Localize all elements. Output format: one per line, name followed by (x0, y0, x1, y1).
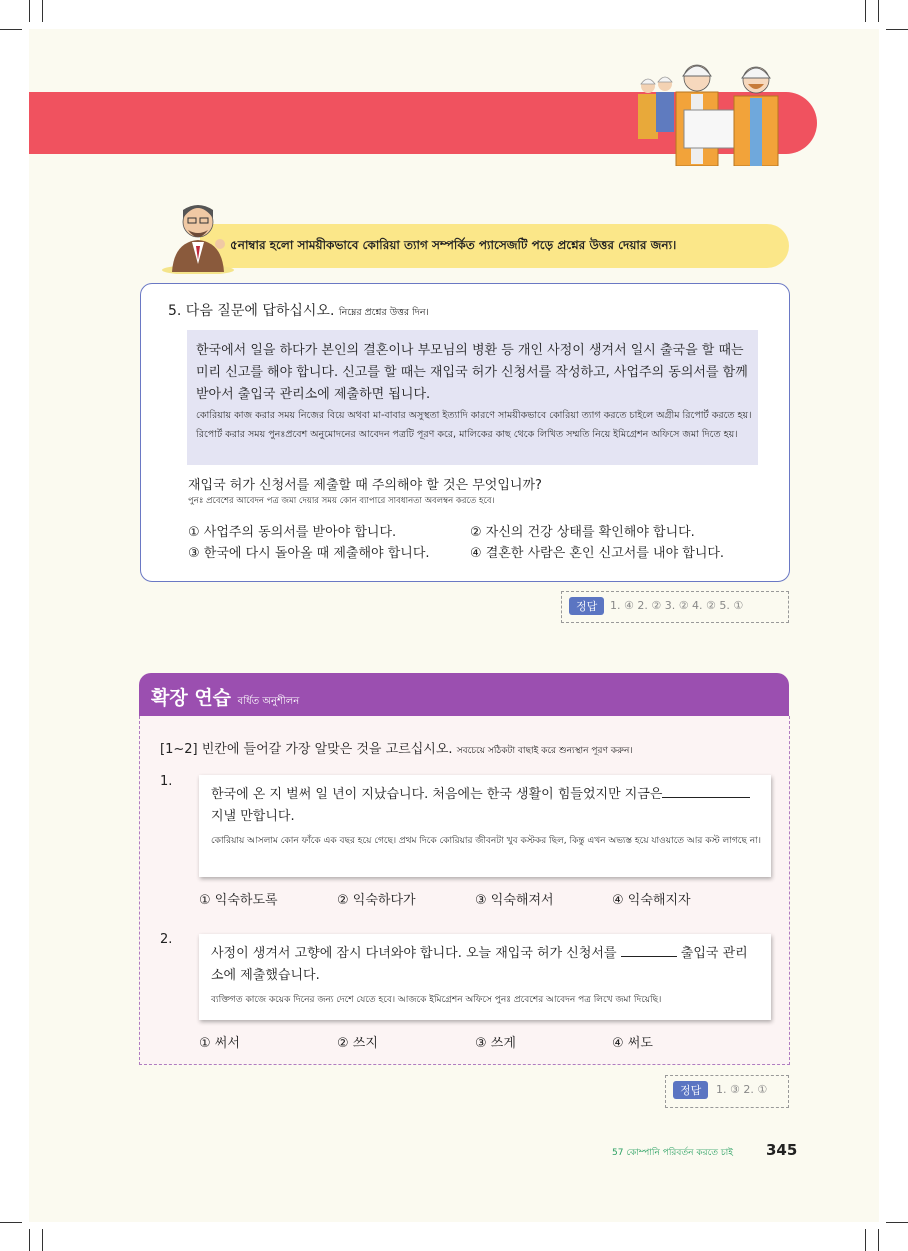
crop-mark (865, 1229, 866, 1251)
item-option[interactable]: ④ 써도 (612, 1036, 653, 1051)
question-title-ko: 5. 다음 질문에 답하십시오. (168, 303, 335, 319)
crop-mark (865, 0, 866, 22)
question-korean: 재입국 허가 신청서를 제출할 때 주의해야 할 것은 무엇입니까? (188, 478, 542, 493)
crop-mark (0, 29, 22, 30)
item-korean-line1b: 출입국 관리 (680, 946, 748, 961)
item-option[interactable]: ① 익숙하도록 (199, 893, 278, 908)
option-1[interactable]: ① 사업주의 동의서를 받아야 합니다. (188, 525, 397, 540)
item-option[interactable]: ① 써서 (199, 1036, 240, 1051)
question-bengali: পুনঃ প্রবেশের আবেদন পত্র জমা দেয়ার সময় কোন ব্যাপারে সাবধানতা অবলম্বন করতে হবে। (188, 496, 495, 506)
item-korean-line1: 한국에 온 지 벌써 일 년이 지났습니다. 처음에는 한국 생활이 힘들었지만 지금은 (211, 787, 663, 802)
crop-mark (878, 0, 879, 22)
teacher-illustration (160, 194, 235, 274)
item-option[interactable]: ④ 익숙해지자 (612, 893, 691, 908)
crop-mark (42, 1229, 43, 1251)
crop-mark (0, 1222, 22, 1223)
option-2[interactable]: ② 자신의 건강 상태를 확인해야 합니다. (470, 525, 695, 540)
crop-mark (42, 0, 43, 22)
crop-mark (29, 1229, 30, 1251)
option-4[interactable]: ④ 결혼한 사람은 혼인 신고서를 내야 합니다. (470, 546, 725, 561)
item-bengali: ব্যক্তিগত কাজে কয়েক দিনের জন্য দেশে যেতে হবে। আজকে ইমিগ্রেশন অফিসে পুনঃ প্রবেশের আবেদন পত্র লিখে জমা দিয়েছি। (211, 995, 662, 1005)
item-option[interactable]: ③ 쓰게 (475, 1036, 516, 1051)
item-korean (211, 784, 766, 828)
extension-instruction-ko: [1~2] 빈칸에 들어갈 가장 알맞은 것을 고르십시오. (160, 742, 453, 757)
item-bengali: কোরিয়ায় আসলাম কোন ফাঁকে এক বছর হয়ে গেছে। প্রথম দিকে কোরিয়ার জীবনটা খুব কস্টকর ছিল, কিন্তু এখন অভ্যস্ত হয়ে যাওয়াতে আর কস্ট লাগছে না। (211, 836, 761, 846)
question-title (168, 300, 429, 321)
extension-title-bn: বর্ধিত অনুশীলন (237, 696, 300, 707)
extension-title (151, 683, 299, 711)
question-title-bn: নিম্নের প্রশ্নের উত্তর দিন। (338, 307, 429, 318)
extension-title-ko: 확장 연습 (151, 687, 232, 709)
answer-blank (662, 784, 750, 798)
item-number: 2. (160, 932, 173, 947)
answer-label: 정답 (673, 1081, 708, 1099)
passage-korean: 한국에서 일을 하다가 본인의 결혼이나 부모님의 병환 등 개인 사정이 생겨서 일시 출국을 할 때는 미리 신고를 해야 합니다. 신고를 할 때는 재입국 허가 신청서를 작성하고, 사업주의 동의서를 함께 받아서 출입국 관리소에 제출하면 됩니다. (196, 343, 748, 402)
item-korean-line2: 지낼 만합니다. (211, 809, 295, 824)
item-korean-line2: 소에 제출했습니다. (211, 968, 320, 983)
answer-values: 1. ④ 2. ② 3. ② 4. ② 5. ① (610, 599, 744, 612)
item-option[interactable]: ③ 익숙해져서 (475, 893, 554, 908)
item-number: 1. (160, 774, 173, 789)
item-korean (211, 943, 766, 987)
answer-label: 정답 (569, 597, 604, 615)
construction-workers-illustration (636, 54, 786, 166)
extension-instruction (160, 738, 633, 758)
extension-instruction-bn: সবচেয়ে সঠিকটা বাছাই করে শুন্যস্থান পূরণ করুন। (456, 746, 633, 756)
item-korean-line1a: 사정이 생겨서 고향에 잠시 다녀와야 합니다. 오늘 재입국 허가 신청서를 (211, 946, 617, 961)
instruction-text: ৫নাম্বার হলো সাময়ীকভাবে কোরিয়া ত্যাগ সম্পর্কিত প্যাসেজটি পড়ে প্রশ্নের উত্তর দেয়ার জন্য। (230, 238, 677, 252)
item-option[interactable]: ② 쓰지 (337, 1036, 378, 1051)
option-3[interactable]: ③ 한국에 다시 돌아올 때 제출해야 합니다. (188, 546, 430, 561)
chapter-footer: 57 কোম্পানি পরিবর্তন করতে চাই (612, 1148, 733, 1158)
answer-values: 1. ③ 2. ① (716, 1083, 768, 1096)
answer-blank (621, 943, 677, 957)
item-option[interactable]: ② 익숙하다가 (337, 893, 416, 908)
crop-mark (29, 0, 30, 22)
crop-mark (878, 1229, 879, 1251)
crop-mark (886, 29, 908, 30)
passage-bengali: কোরিয়ায় কাজ করার সময় নিজের বিয়ে অথবা মা-বাবার অসুস্থতা ইত্যাদি কারণে সাময়ীকভাবে কোরিয়া ত্যাগ করতে চাইলে অগ্রীম রিপোর্ট করতে হয়। রিপোর্ট করার সময় পুনঃপ্রবেশ অনুমোদনের আবেদন পত্রটি পূরণ করে, মালিকের কাছ থেকে লিখিত সম্মতি নিয়ে ইমিগ্রেশন অফিসে জমা দিতে হয়। (196, 410, 752, 440)
page-number: 345 (766, 1141, 798, 1159)
crop-mark (886, 1222, 908, 1223)
